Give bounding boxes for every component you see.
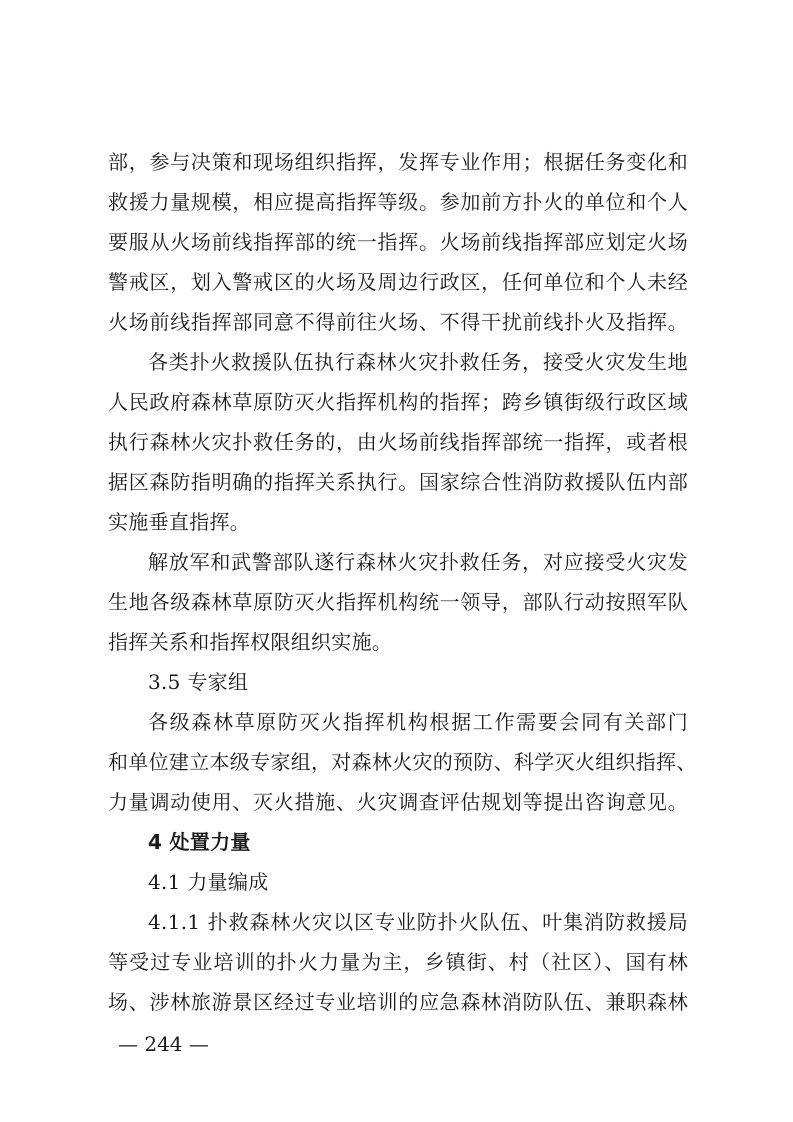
paragraph-line: 火场前线指挥部同意不得前往火场、不得干扰前线扑火及指挥。 — [108, 310, 688, 334]
paragraph-line: 各级森林草原防灭火指挥机构根据工作需要会同有关部门 — [148, 710, 688, 734]
section-heading: 4.1 力量编成 — [148, 870, 269, 894]
paragraph-line: 要服从火场前线指挥部的统一指挥。火场前线指挥部应划定火场 — [108, 230, 688, 254]
paragraph-line: 救援力量规模，相应提高指挥等级。参加前方扑火的单位和个人 — [108, 190, 688, 214]
paragraph-line: 部，参与决策和现场组织指挥，发挥专业作用；根据任务变化和 — [108, 150, 688, 174]
paragraph-line: 场、涉林旅游景区经过专业培训的应急森林消防队伍、兼职森林 — [108, 990, 688, 1014]
paragraph-line: 生地各级森林草原防灭火指挥机构统一领导，部队行动按照军队 — [108, 590, 688, 614]
paragraph-line: 警戒区，划入警戒区的火场及周边行政区，任何单位和个人未经 — [108, 270, 688, 294]
paragraph-line: 各类扑火救援队伍执行森林火灾扑救任务，接受火灾发生地 — [148, 350, 688, 374]
paragraph-line: 等受过专业培训的扑火力量为主，乡镇街、村（社区）、国有林 — [108, 950, 688, 974]
paragraph-line: 4.1.1 扑救森林火灾以区专业防扑火队伍、叶集消防救援局 — [148, 910, 688, 934]
paragraph-line: 解放军和武警部队遂行森林火灾扑救任务，对应接受火灾发 — [148, 550, 688, 574]
paragraph-line: 人民政府森林草原防灭火指挥机构的指挥；跨乡镇街级行政区域 — [108, 390, 688, 414]
paragraph-line: 和单位建立本级专家组，对森林火灾的预防、科学灭火组织指挥、 — [108, 750, 697, 774]
paragraph-line: 指挥关系和指挥权限组织实施。 — [108, 630, 393, 654]
page-number: — 244 — — [118, 1032, 209, 1056]
section-heading: 3.5 专家组 — [148, 670, 249, 694]
paragraph-line: 据区森防指明确的指挥关系执行。国家综合性消防救援队伍内部 — [108, 470, 688, 494]
paragraph-line: 实施垂直指挥。 — [108, 510, 251, 534]
chapter-heading: 4 处置力量 — [148, 830, 251, 854]
paragraph-line: 执行森林火灾扑救任务的，由火场前线指挥部统一指挥，或者根 — [108, 430, 688, 454]
paragraph-line: 力量调动使用、灭火措施、火灾调查评估规划等提出咨询意见。 — [108, 790, 688, 814]
